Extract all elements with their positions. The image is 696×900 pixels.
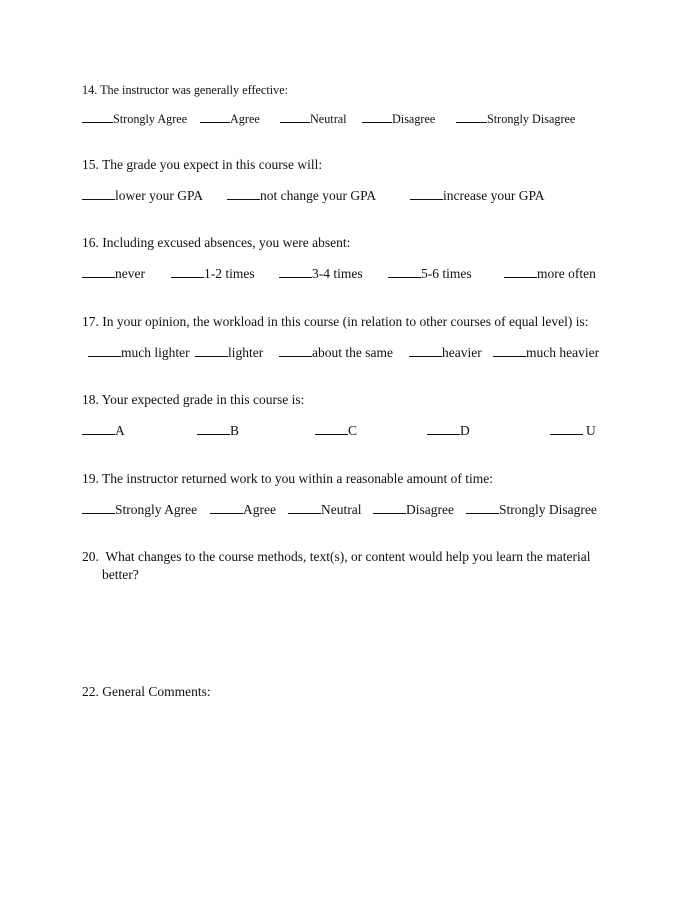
question-19: [82, 471, 493, 487]
question-14: [82, 82, 288, 98]
question-text: The instructor was generally effective:: [100, 83, 288, 97]
question-text: The instructor returned work to you within a reasonable amount of time:: [102, 471, 494, 486]
answer-blank[interactable]: [82, 111, 113, 123]
option-lower-gpa[interactable]: lower your GPA: [82, 188, 203, 204]
answer-blank[interactable]: [210, 502, 243, 514]
answer-blank[interactable]: [279, 266, 312, 278]
option-strongly-agree[interactable]: Strongly Agree: [82, 111, 187, 127]
answer-blank[interactable]: [388, 266, 421, 278]
question-text: Your expected grade in this course is:: [101, 392, 305, 407]
question-number: 16.: [82, 235, 99, 250]
answer-area-22[interactable]: [82, 710, 612, 860]
question-20: [82, 548, 612, 584]
question-number: 19.: [82, 471, 99, 486]
answer-blank[interactable]: [362, 111, 392, 123]
answer-blank[interactable]: [410, 188, 443, 200]
answer-blank[interactable]: [315, 423, 348, 435]
option-about-the-same[interactable]: about the same: [279, 345, 393, 361]
question-number: 15.: [82, 157, 99, 172]
answer-blank[interactable]: [82, 188, 115, 200]
answer-area-20[interactable]: [82, 590, 612, 675]
answer-blank[interactable]: [373, 502, 406, 514]
question-16: [82, 235, 350, 251]
question-number: 22.: [82, 684, 99, 699]
option-disagree[interactable]: Disagree: [362, 111, 435, 127]
option-agree[interactable]: Agree: [200, 111, 260, 127]
answer-blank[interactable]: [200, 111, 230, 123]
answer-blank[interactable]: [82, 423, 115, 435]
option-strongly-disagree[interactable]: Strongly Disagree: [466, 502, 597, 518]
option-not-change-gpa[interactable]: not change your GPA: [227, 188, 376, 204]
answer-blank[interactable]: [504, 266, 537, 278]
option-neutral[interactable]: Neutral: [288, 502, 361, 518]
option-agree[interactable]: Agree: [210, 502, 276, 518]
question-number: 20.: [82, 549, 99, 564]
question-text: The grade you expect in this course will:: [102, 157, 323, 172]
option-never[interactable]: never: [82, 266, 145, 282]
option-grade-a[interactable]: A: [82, 423, 125, 439]
option-5-6-times[interactable]: 5-6 times: [388, 266, 472, 282]
answer-blank[interactable]: [280, 111, 310, 123]
option-neutral[interactable]: Neutral: [280, 111, 347, 127]
option-strongly-agree[interactable]: Strongly Agree: [82, 502, 197, 518]
answer-blank[interactable]: [550, 423, 583, 435]
option-disagree[interactable]: Disagree: [373, 502, 454, 518]
question-text-line1: What changes to the course methods, text(s), or content would help you learn the material: [105, 549, 591, 564]
option-much-lighter[interactable]: much lighter: [88, 345, 190, 361]
question-text: General Comments:: [102, 684, 211, 699]
option-1-2-times[interactable]: 1-2 times: [171, 266, 255, 282]
question-text: Including excused absences, you were absent:: [102, 235, 351, 250]
option-increase-gpa[interactable]: increase your GPA: [410, 188, 544, 204]
question-number: 14.: [82, 83, 98, 97]
option-heavier[interactable]: heavier: [409, 345, 482, 361]
answer-blank[interactable]: [279, 345, 312, 357]
option-grade-u[interactable]: U: [550, 423, 596, 439]
question-18: [82, 392, 304, 408]
option-grade-c[interactable]: C: [315, 423, 357, 439]
answer-blank[interactable]: [456, 111, 487, 123]
option-lighter[interactable]: lighter: [195, 345, 263, 361]
question-number: 17.: [82, 314, 99, 329]
question-text-line2: better?: [102, 567, 139, 582]
answer-blank[interactable]: [427, 423, 460, 435]
question-number: 18.: [82, 392, 99, 407]
answer-blank[interactable]: [227, 188, 260, 200]
question-17: [82, 314, 589, 330]
option-much-heavier[interactable]: much heavier: [493, 345, 599, 361]
answer-blank[interactable]: [88, 345, 121, 357]
question-15: [82, 157, 322, 173]
option-grade-b[interactable]: B: [197, 423, 239, 439]
answer-blank[interactable]: [171, 266, 204, 278]
question-22: [82, 684, 211, 700]
answer-blank[interactable]: [82, 502, 115, 514]
answer-blank[interactable]: [195, 345, 228, 357]
answer-blank[interactable]: [466, 502, 499, 514]
answer-blank[interactable]: [288, 502, 321, 514]
answer-blank[interactable]: [197, 423, 230, 435]
option-more-often[interactable]: more often: [504, 266, 596, 282]
option-3-4-times[interactable]: 3-4 times: [279, 266, 363, 282]
answer-blank[interactable]: [409, 345, 442, 357]
question-text: In your opinion, the workload in this course (in relation to other courses of equal level) is:: [102, 314, 589, 329]
answer-blank[interactable]: [82, 266, 115, 278]
option-strongly-disagree[interactable]: Strongly Disagree: [456, 111, 575, 127]
answer-blank[interactable]: [493, 345, 526, 357]
option-grade-d[interactable]: D: [427, 423, 470, 439]
